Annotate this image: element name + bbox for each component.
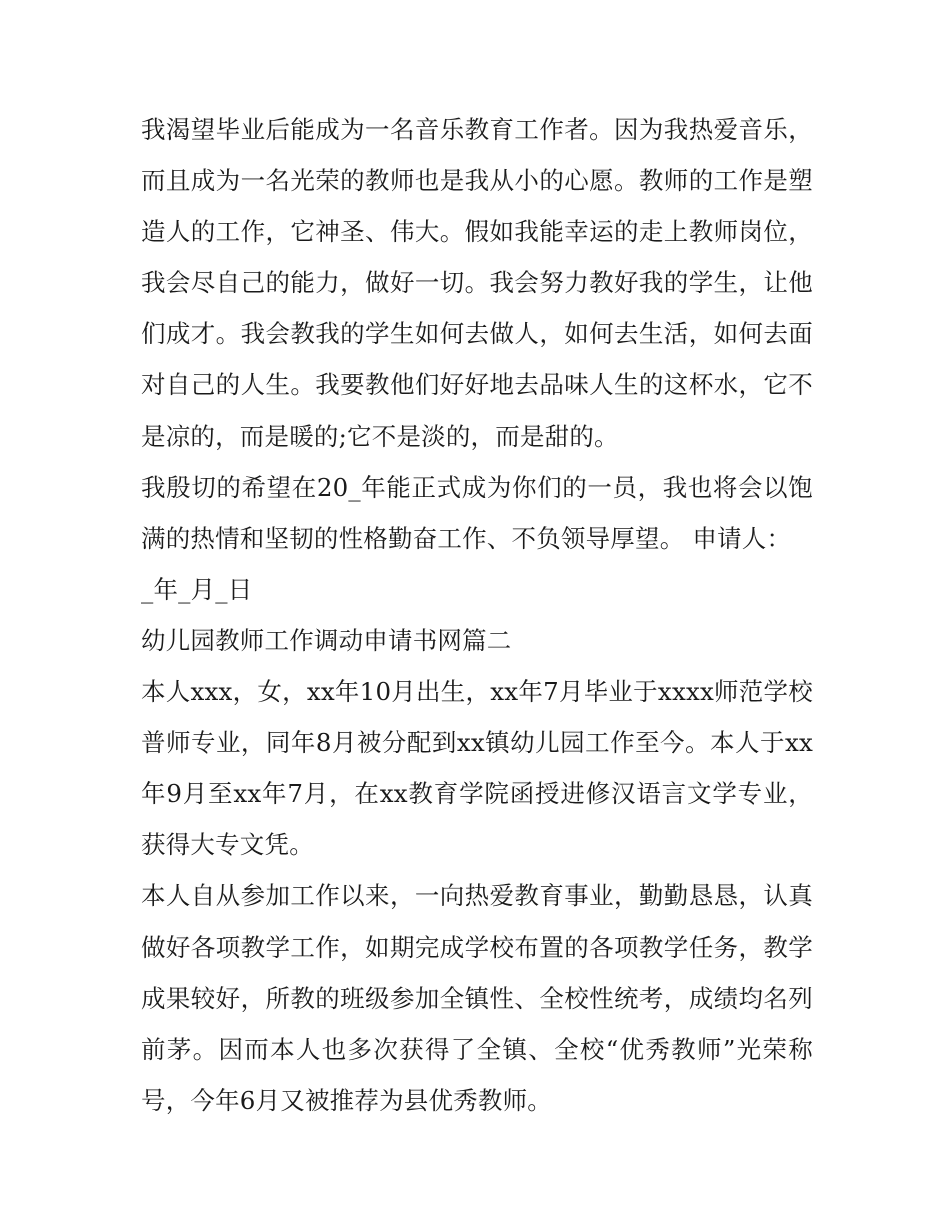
paragraph-achievements: 本人自从参加工作以来，一向热爱教育事业，勤勤恳恳，认真做好各项教学工作，如期完成学校布置的各项教学任务，教学成果较好，所教的班级参加全镇性、全校性统考，成绩均名列前茅。因而本人也多次获得了全镇、全校“优秀教师”光荣称号，今年6月又被推荐为县优秀教师。	[141, 881, 813, 1115]
document-body	[141, 104, 813, 1126]
paragraph-background: 本人xxx，女，xx年10月出生，xx年7月毕业于xxxx师范学校普师专业，同年8月被分配到xx镇幼儿园工作至今。本人于xx年9月至xx年7月，在xx教育学院函授进修汉语言文学专业，获得大专文凭。	[141, 677, 813, 860]
paragraph-aspiration: 我渴望毕业后能成为一名音乐教育工作者。因为我热爱音乐，而且成为一名光荣的教师也是我从小的心愿。教师的工作是塑造人的工作，它神圣、伟大。假如我能幸运的走上教师岗位，我会尽自己的能力，做好一切。我会努力教好我的学生，让他们成才。我会教我的学生如何去做人，如何去生活，如何去面对自己的人生。我要教他们好好地去品味人生的这杯水，它不是凉的，而是暖的;它不是淡的，而是甜的。	[141, 115, 813, 451]
paragraph-hope: 我殷切的希望在20_年能正式成为你们的一员，我也将会以饱满的热情和坚韧的性格勤奋工作、不负领导厚望。 申请人：	[141, 472, 813, 553]
section-heading: 幼儿园教师工作调动申请书网篇二	[141, 625, 512, 655]
paragraph-date: _年_月_日	[141, 574, 253, 604]
